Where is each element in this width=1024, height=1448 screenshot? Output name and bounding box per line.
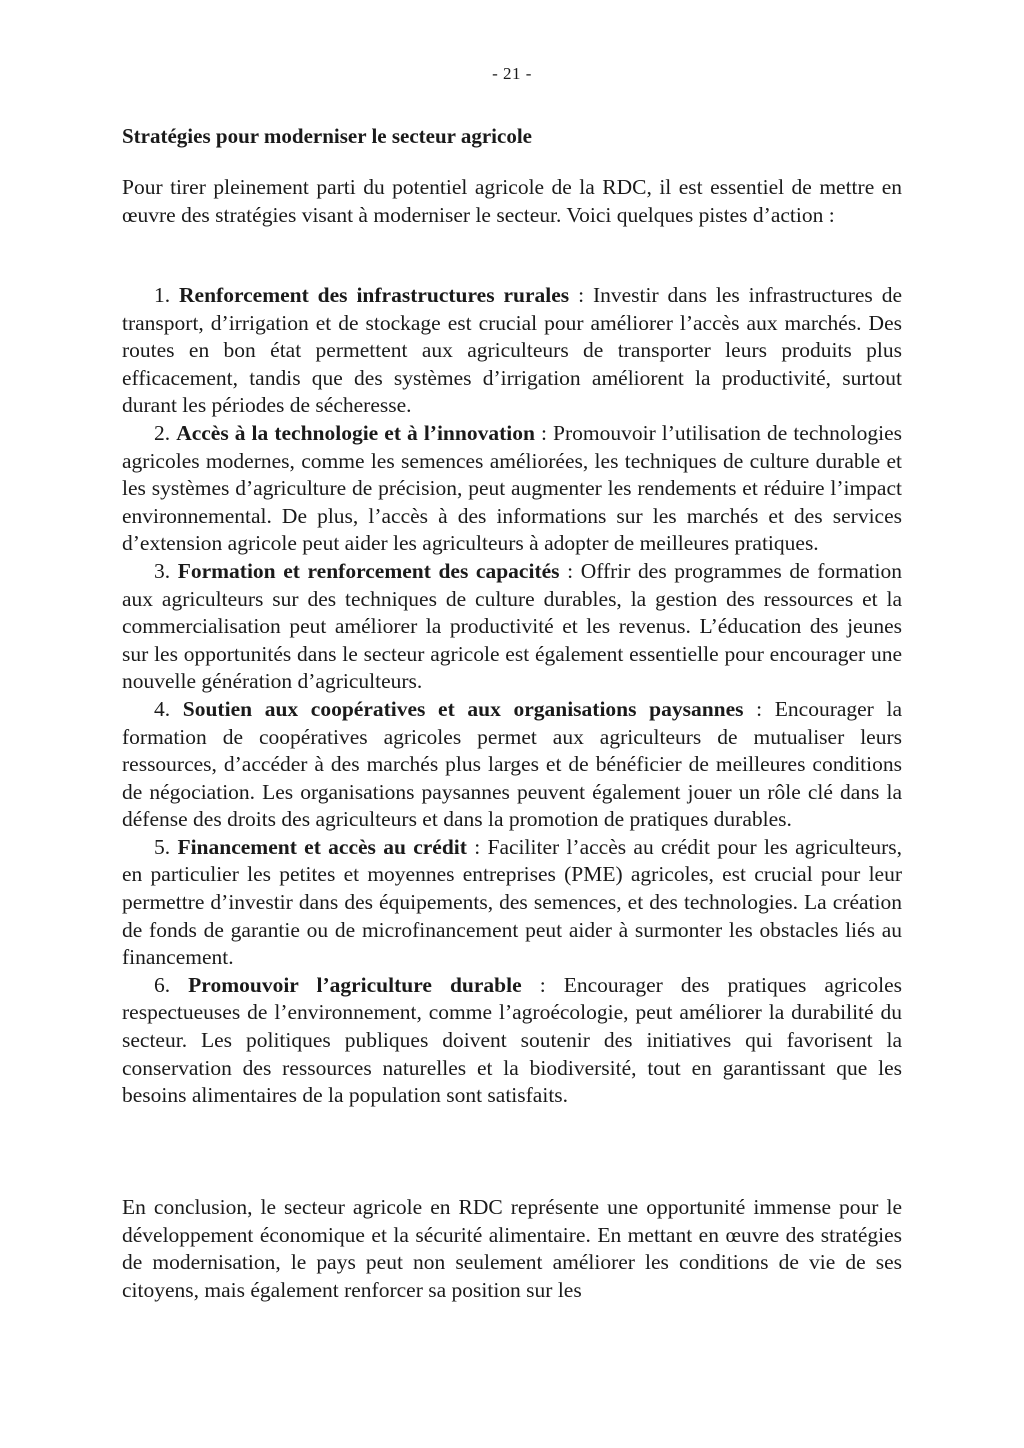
section-title: Stratégies pour moderniser le secteur agricole (122, 124, 532, 148)
item-title: Financement et accès au crédit (177, 834, 467, 859)
item-separator: : (521, 972, 564, 997)
list-item (122, 282, 902, 420)
list-item (122, 420, 902, 558)
item-separator: : (466, 834, 488, 859)
item-separator: : (743, 696, 775, 721)
item-title: Formation et renforcement des capacités (177, 558, 560, 583)
item-separator: : (559, 558, 581, 583)
intro-paragraph: Pour tirer pleinement parti du potentiel agricole de la RDC, il est essentiel de mettre en œuvre des stratégies visant à moderniser le secteur. Voici quelques pistes d’action : (122, 175, 902, 227)
list-item (122, 696, 902, 834)
item-text: Promouvoir l’utilisation de technologies agricoles modernes, comme les semences améliorées, les techniques de culture durable et les systèmes d’agriculture de précision, peut augmenter les rendements et réduire l’impact environnemental. De plus, l’accès à des informations sur les marchés et des services d’extension agricole peut aider les agriculteurs à adopter de meilleures pratiques. (122, 420, 902, 556)
item-number: 6. (154, 972, 171, 997)
item-title: Promouvoir l’agriculture durable (188, 972, 522, 997)
strategies-list (122, 282, 902, 1110)
item-number: 5. (154, 834, 171, 859)
item-separator: : (569, 283, 593, 307)
list-item (122, 834, 902, 972)
item-text: Investir dans les infrastructures de transport, d’irrigation et de stockage est crucial pour améliorer l’accès aux marchés. Des routes en bon état permettent aux agriculteurs de transporter leurs produits plus efficacement, tandis que des systèmes d’irrigation améliorent la productivité, surtout durant les périodes de sécheresse. (122, 283, 902, 418)
item-title: Renforcement des infrastructures rurales (179, 283, 570, 307)
item-number: 4. (154, 696, 171, 721)
item-text: Faciliter l’accès au crédit pour les agriculteurs, en particulier les petites et moyennes entreprises (PME) agricoles, est crucial pour leur permettre d’investir dans des équipements, des semences, et des technologies. La création de fonds de garantie ou de microfinancement peut aider à surmonter les obstacles liés au financement. (122, 834, 903, 970)
list-item (122, 972, 902, 1110)
list-item (122, 558, 902, 696)
item-text: Offrir des programmes de formation aux agriculteurs sur des techniques de culture durables, la gestion des ressources et la commercialisation peut améliorer la productivité et les revenus. L’éducation des jeunes sur les opportunités dans le secteur agricole est également essentielle pour encourager une nouvelle génération d’agriculteurs. (122, 558, 902, 694)
item-separator: : (534, 420, 554, 445)
item-text: Encourager des pratiques agricoles respectueuses de l’environnement, comme l’agroécologie, peut améliorer la durabilité du secteur. Les politiques publiques doivent soutenir des initiatives qui favorisent la conservation des ressources naturelles et la biodiversité, tout en garantissant que les besoins alimentaires de la population sont satisfaits. (122, 972, 902, 1108)
conclusion-paragraph: En conclusion, le secteur agricole en RDC représente une opportunité immense pour le développement économique et la sécurité alimentaire. En mettant en œuvre des stratégies de modernisation, le pays peut non seulement améliorer les conditions de vie de ses citoyens, mais également renforcer sa position sur les (122, 1195, 902, 1302)
item-title: Soutien aux coopératives et aux organisations paysannes (182, 696, 744, 721)
item-number: 3. (154, 558, 171, 583)
item-number: 1. (154, 283, 171, 307)
item-text: Encourager la formation de coopératives agricoles permet aux agriculteurs de mutualiser leurs ressources, d’accéder à des marchés plus larges et de bénéficier de meilleures conditions de négociation. Les organisations paysannes peuvent également jouer un rôle clé dans la défense des droits des agriculteurs et dans la promotion de pratiques durables. (122, 696, 902, 832)
page-number: - 21 - (492, 64, 532, 83)
item-title: Accès à la technologie et à l’innovation (176, 420, 535, 445)
item-number: 2. (154, 420, 171, 445)
